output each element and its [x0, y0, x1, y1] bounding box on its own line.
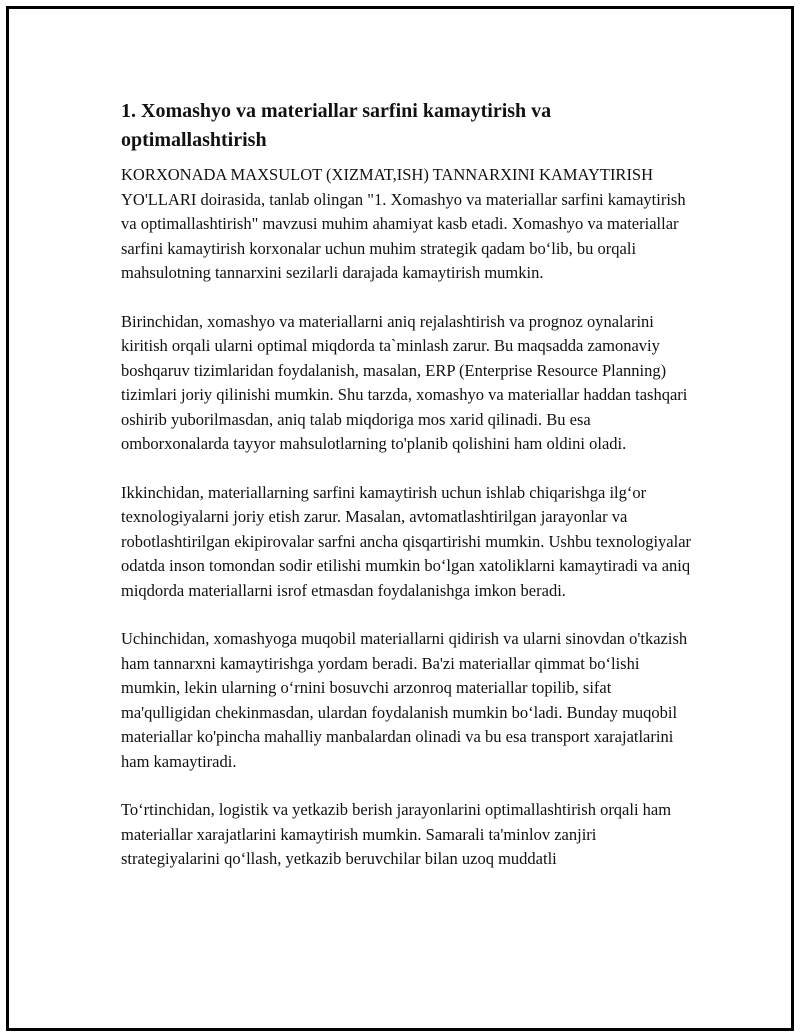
document-body	[121, 97, 693, 896]
paragraph-first-point: Birinchidan, xomashyo va materiallarni aniq rejalashtirish va prognoz oynalarini kiritish orqali ularni optimal miqdorda ta`minlash zarur. Bu maqsadda zamonaviy boshqaruv tizimlaridan foydalanish, masalan, ERP (Enterprise Resource Planning) tizimlari joriy qilinishi mumkin. Shu tarzda, xomashyo va materiallar haddan tashqari oshirib yuborilmasdan, aniq talab miqdoriga mos xarid qilinadi. Bu esa omborxonalarda tayyor mahsulotlarning to'planib qolishini ham oldini oladi.	[121, 311, 688, 453]
paragraph-intro: KORXONADA MAXSULOT (XIZMAT,ISH) TANNARXINI KAMAYTIRISH YO'LLARI doirasida, tanlab olingan "1. Xomashyo va materiallar sarfini kamaytirish va optimallashtirish" mavzusi muhim ahamiyat kasb etadi. Xomashyo va materiallar sarfini kamaytirish korxonalar uchun muhim strategik qadam bo‘lib, bu orqali mahsulotning tannarxini sezilarli darajada kamaytirish mumkin.	[121, 165, 686, 282]
paragraph-fourth-point: To‘rtinchidan, logistik va yetkazib berish jarayonlarini optimallashtirish orqali ham materiallar xarajatlarini kamaytirish mumkin. Samarali ta'minlov zanjiri strategiyalarini qo‘llash, yetkazib beruvchilar bilan uzoq muddatli	[121, 800, 672, 868]
section-heading: 1. Xomashyo va materiallar sarfini kamaytirish va optimallashtirish	[121, 100, 552, 151]
paragraph-third-point: Uchinchidan, xomashyoga muqobil materiallarni qidirish va ularni sinovdan o'tkazish ham tannarxni kamaytirishga yordam beradi. Ba'zi materiallar qimmat bo‘lishi mumkin, lekin ularning o‘rnini bosuvchi arzonroq materiallar topilib, sifat ma'qulligidan chekinmasdan, ulardan foydalanish mumkin bo‘ladi. Bunday muqobil materiallar ko'pincha mahalliy manbalardan olinadi va bu esa transport xarajatlarini ham kamaytiradi.	[121, 629, 688, 771]
page-frame	[6, 6, 794, 1031]
paragraph-second-point: Ikkinchidan, materiallarning sarfini kamaytirish uchun ishlab chiqarishga ilg‘or texnologiyalarni joriy etish zarur. Masalan, avtomatlashtirilgan jarayonlar va robotlashtirilgan ekipirovalar sarfni ancha qisqartirishi mumkin. Ushbu texnologiyalar odatda inson tomondan sodir etilishi mumkin bo‘lgan xatoliklarni kamaytiradi va aniq miqdorda materiallarni isrof etmasdan foydalanishga imkon beradi.	[121, 482, 692, 600]
